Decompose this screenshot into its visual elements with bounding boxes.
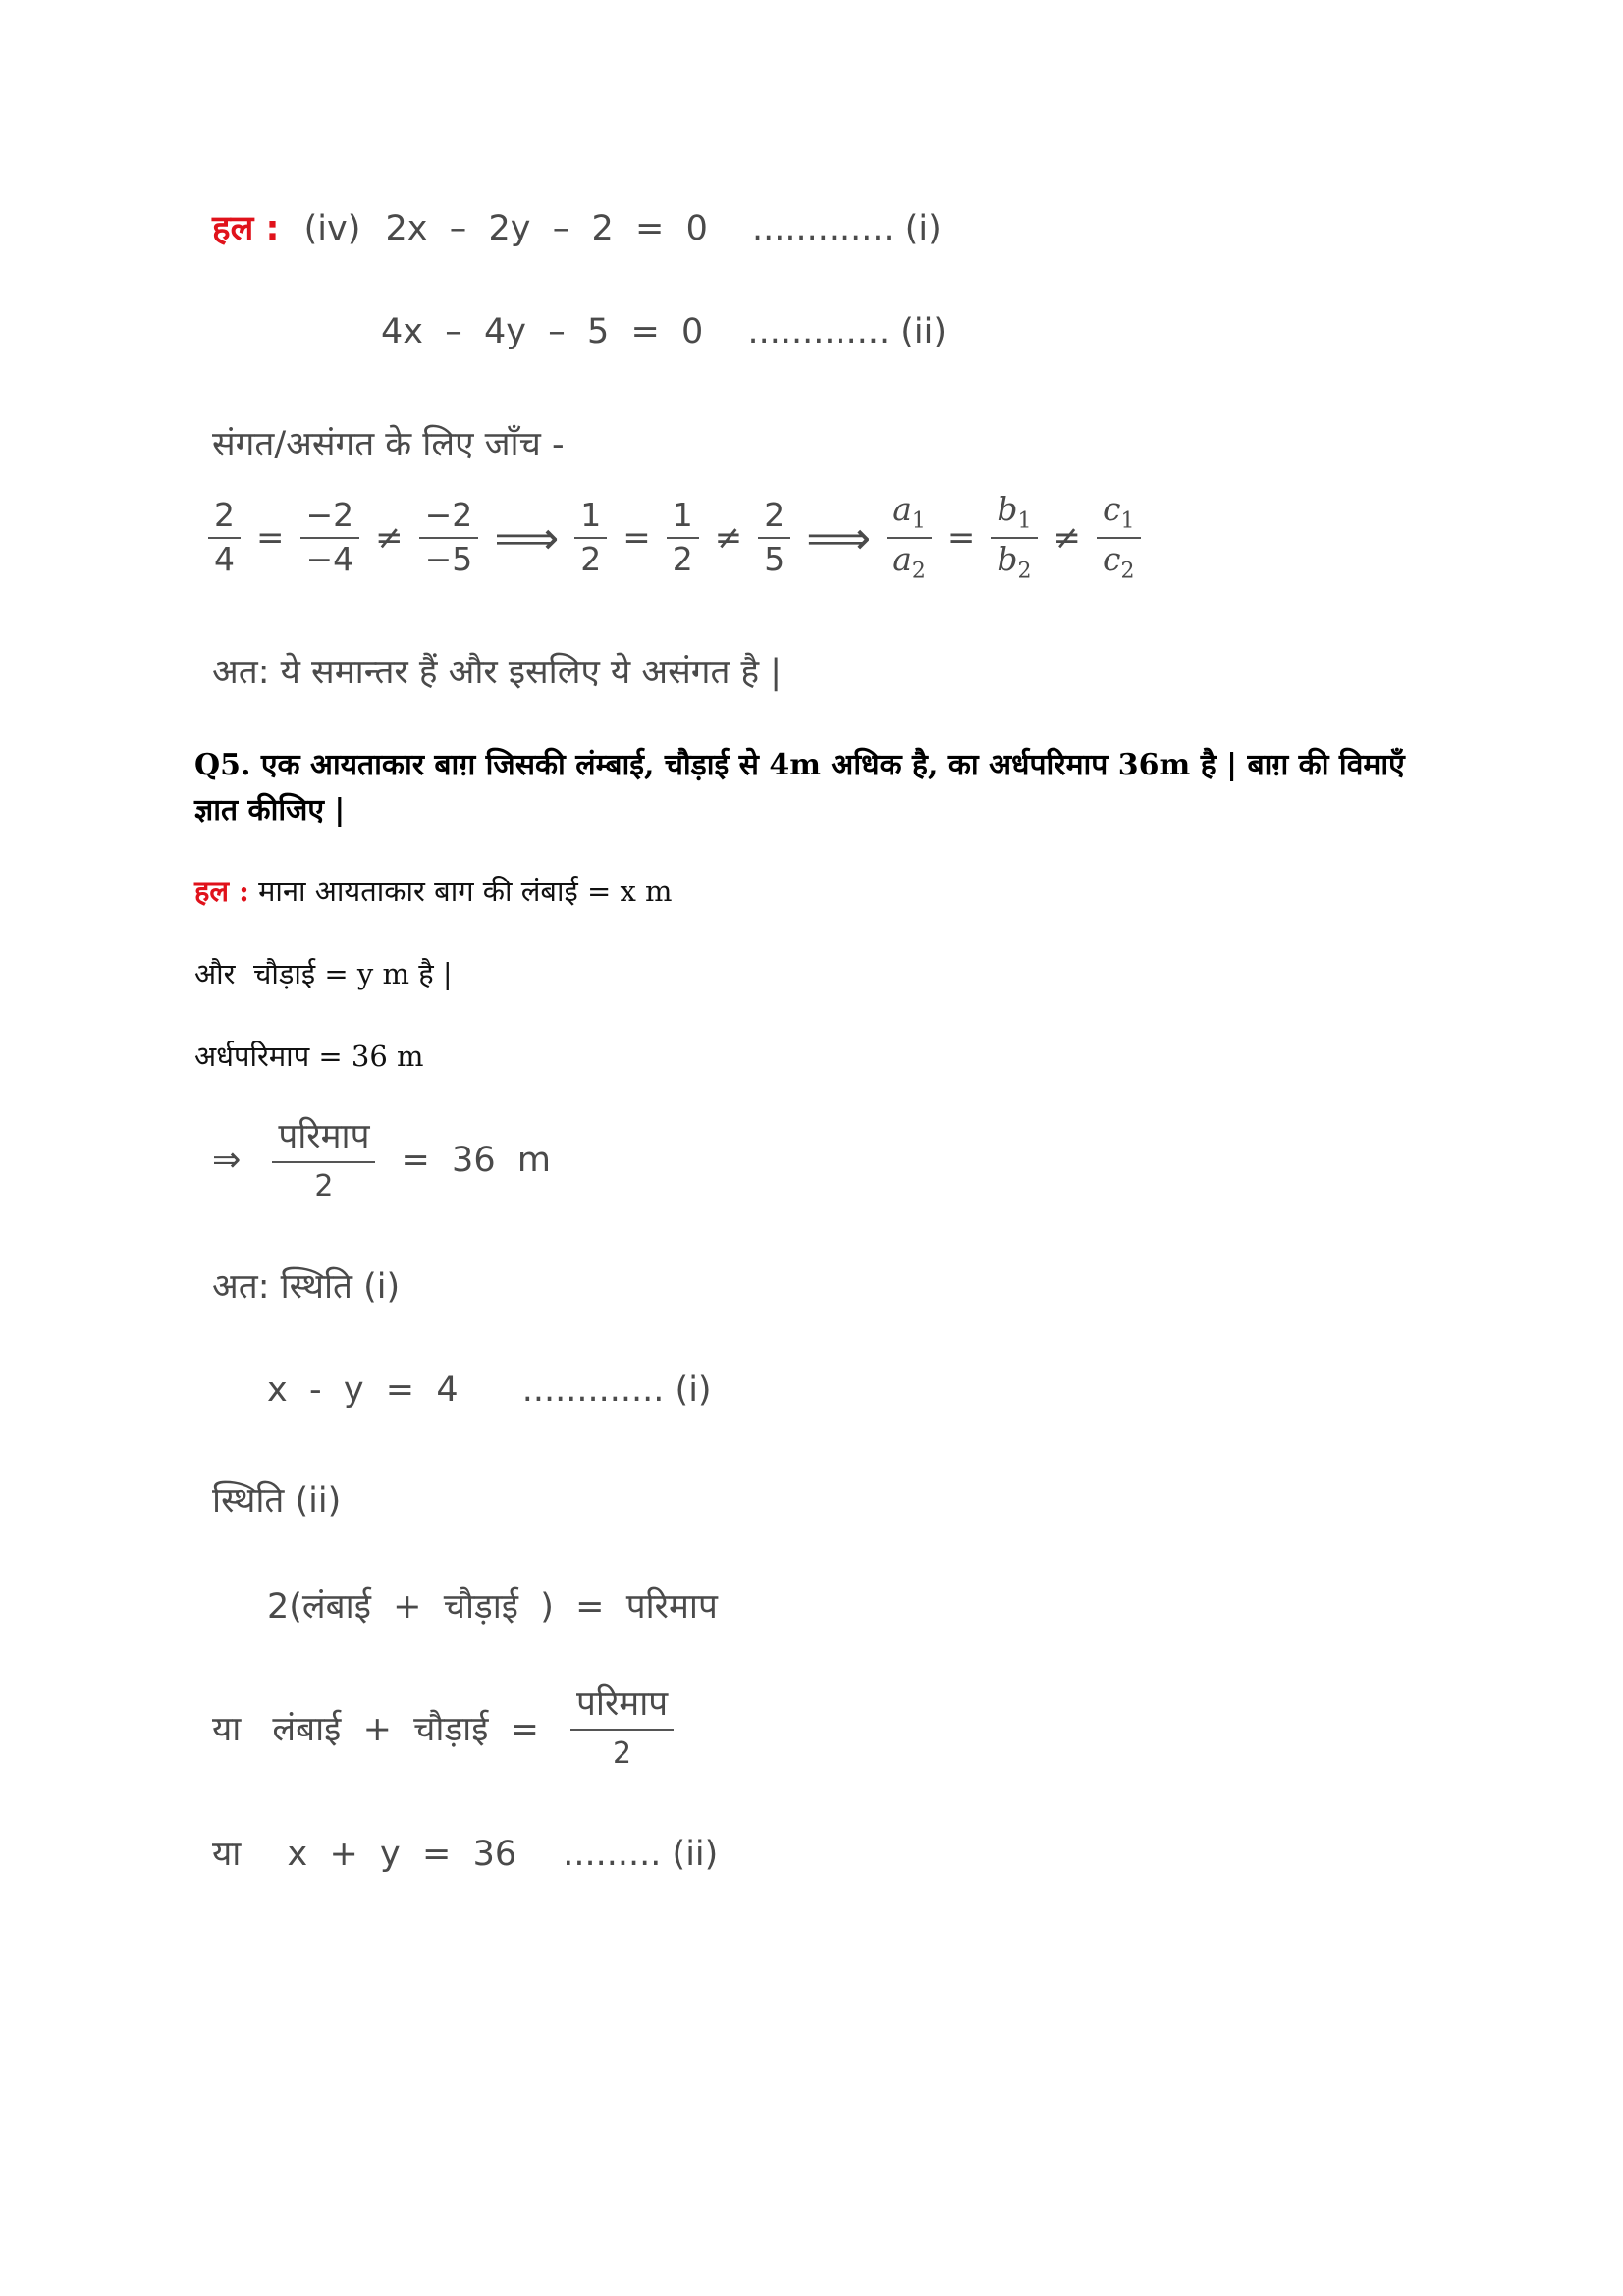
- part-marker: (iv): [303, 209, 361, 248]
- hal-label: हल :: [212, 209, 280, 248]
- q5-line2: और चौड़ाई = y m है |: [194, 957, 453, 990]
- question-q5: Q5. एक आयताकार बाग़ जिसकी लंम्बाई, चौड़ाई से 4m अधिक है, का अर्धपरिमाप 36m है | बाग़ की विमाएँ ज्ञात कीजिए |: [194, 748, 1405, 828]
- fraction-d: $\frac{1}{2}$: [574, 499, 607, 576]
- fraction-c: $\frac{-2}{-5}$: [419, 499, 479, 576]
- conclusion-text: अत: ये समान्तर हैं और इसलिए ये असंगत है |: [212, 653, 783, 692]
- equation-2-tag: ............. (ii): [747, 312, 947, 351]
- check-heading: संगत/असंगत के लिए जाँच -: [212, 425, 565, 464]
- case-2-line2: या लंबाई + चौड़ाई = $\frac{\text{परिमाप}}{2}$: [212, 1686, 674, 1769]
- fraction-e: $\frac{1}{2}$: [667, 499, 699, 576]
- part-iv-line1: [212, 204, 942, 250]
- case-1-equation: x - y = 4 ............. (i): [267, 1370, 712, 1410]
- part-iv-line2: [381, 312, 947, 351]
- fraction-b1-b2: $\frac{b_1}{b_2}$: [991, 493, 1037, 582]
- case-2-equation: 2(लंबाई + चौड़ाई ) = परिमाप: [267, 1587, 718, 1627]
- case-2-heading: स्थिति (ii): [212, 1481, 342, 1521]
- ratio-comparison: $\frac{2}{4}$ = $\frac{-2}{-4}$ ≠ $\frac{-2}{-5}$ ⟹ $\frac{1}{2}$ = $\frac{1}{2}$ ≠ $\frac{2}{5}$ ⟹ $\frac{a_1}{a_2}$ = $\frac{b_1}{b_2}$ ≠ $\frac{c_1}{c_2}$: [208, 493, 1141, 582]
- fraction-a1-a2: $\frac{a_1}{a_2}$: [887, 493, 932, 582]
- fraction-b: $\frac{-2}{-4}$: [300, 499, 360, 576]
- q5-line1: हल : माना आयताकार बाग की लंबाई = x m: [194, 875, 673, 908]
- fraction-f: $\frac{2}{5}$: [758, 499, 790, 576]
- case-2-fraction: $\frac{\text{परिमाप}}{2}$: [570, 1686, 674, 1769]
- case-1-heading: अत: स्थिति (i): [212, 1267, 401, 1307]
- half-perimeter-equation: ⇒ $\frac{\text{परिमाप}}{2}$ = 36 m: [212, 1117, 551, 1203]
- fraction-c1-c2: $\frac{c_1}{c_2}$: [1097, 493, 1140, 582]
- implies-arrow: ⇒: [212, 1141, 242, 1181]
- q5-line3: अर्धपरिमाप = 36 m: [194, 1040, 424, 1073]
- equation-2: 4x – 4y – 5 = 0: [381, 312, 704, 351]
- fraction-a: $\frac{2}{4}$: [208, 499, 241, 576]
- case-2-line3: या x + y = 36 ......... (ii): [212, 1835, 719, 1874]
- equation-1-tag: ............. (i): [752, 209, 942, 248]
- perimeter-fraction: $\frac{\text{परिमाप}}{2}$: [272, 1119, 375, 1201]
- equation-1: 2x – 2y – 2 = 0: [385, 209, 708, 248]
